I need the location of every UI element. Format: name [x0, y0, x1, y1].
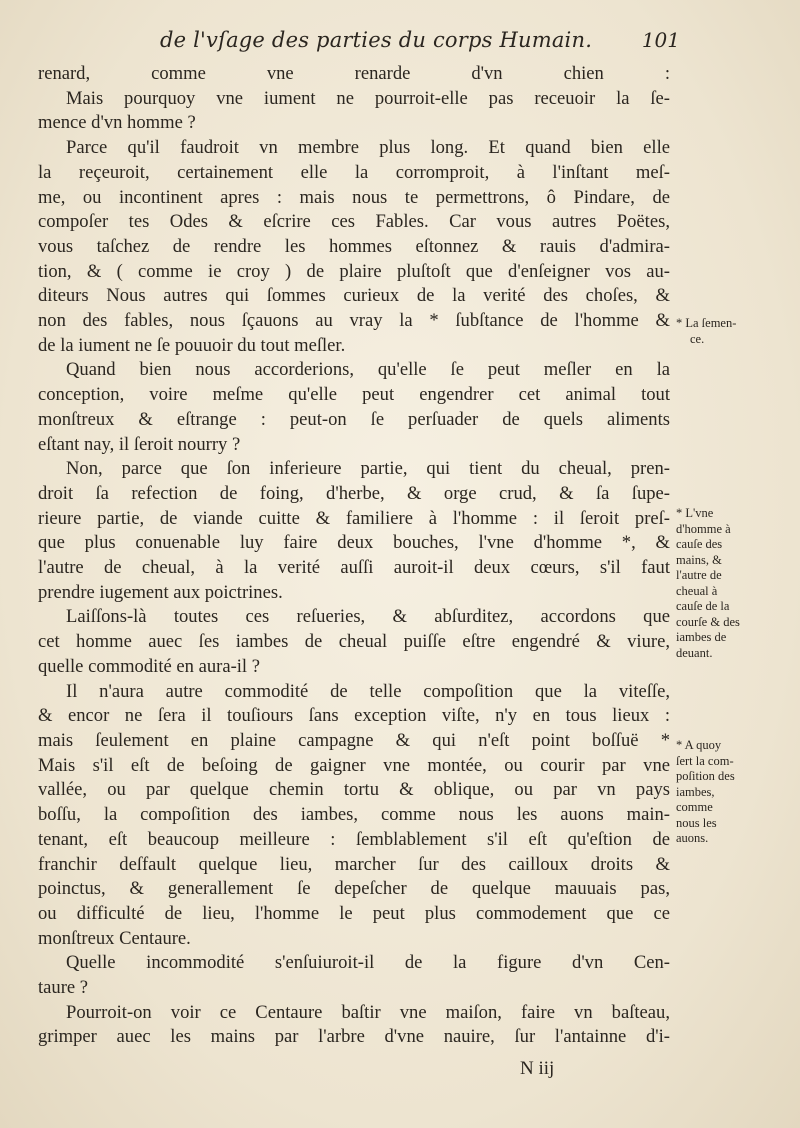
text-line: grimper auec les mains par l'arbre d'vne nauire, ſur l'antainne d'i-: [38, 1026, 670, 1048]
margin-note-line: iambes,: [676, 784, 715, 799]
text-line: mais ſeulement en plaine campagne & qui n'eſt point boſſuë *: [38, 729, 670, 751]
text-line: conception, voire meſme qu'elle peut engendrer cet animal tout: [38, 384, 670, 406]
text-line: Quelle incommodité s'enſuiuroit-il de la figure d'vn Cen-: [66, 952, 670, 974]
margin-note: [676, 506, 786, 661]
margin-note-line: iambes de: [676, 630, 727, 644]
margin-note-line: * La ſemen-: [676, 316, 737, 330]
margin-note-line: * L'vne: [676, 506, 714, 520]
text-line: poinctus, & generallement ſe depeſcher de quelque mauuais pas,: [38, 878, 670, 900]
text-line: mence d'vn homme ?: [38, 112, 196, 134]
body-text: [38, 62, 670, 1050]
margin-note: [676, 738, 786, 847]
margin-note-line: cauſe de la: [676, 599, 730, 613]
running-title: de l'vſage des parties du corps Humain.: [160, 28, 593, 52]
text-line: Mais pourquoy vne iument ne pourroit-elle pas receuoir la ſe-: [66, 87, 670, 109]
signature-mark: N iij: [520, 1058, 555, 1079]
text-line: vallée, ou par quelque chemin tortu & oblique, ou par vn pays: [38, 779, 670, 801]
text-line: boſſu, la compoſition des iambes, comme nous les auons main-: [38, 804, 670, 826]
text-line: Quand bien nous accorderions, qu'elle ſe peut meſler en la: [66, 359, 670, 381]
text-line: prendre iugement aux poictrines.: [38, 581, 283, 603]
text-line: cet homme auec ſes iambes de cheual puiſſe eſtre engendré & viure,: [38, 631, 670, 653]
text-line: taure ?: [38, 977, 89, 999]
text-line: droit ſa refection de foing, d'herbe, & orge crud, & ſa ſupe-: [38, 482, 670, 504]
text-line: Laiſſons-là toutes ces reſueries, & abſurditez, accordons que: [66, 606, 670, 628]
text-line: monſtreux Centaure.: [38, 927, 191, 949]
text-line: Il n'aura autre commodité de telle compoſition que la viteſſe,: [66, 680, 670, 702]
margin-note-line: auons.: [676, 831, 709, 845]
margin-note-line: mains, &: [676, 552, 722, 567]
margin-note-line: cauſe des: [676, 537, 723, 551]
text-line: tenant, eſt beaucoup meilleure : ſemblablement s'il eſt qu'eſtion de: [38, 828, 670, 850]
text-line: diteurs Nous autres qui ſommes curieux de la verité des choſes, &: [38, 285, 670, 307]
margin-note-line: ſert la com-: [676, 753, 734, 768]
text-line: franchir deſfault quelque lieu, marcher ſur des cailloux droits &: [38, 853, 670, 875]
margin-note-line: ce.: [690, 331, 705, 346]
margin-note-line: deuant.: [676, 645, 713, 660]
text-line: tion, & ( comme ie croy ) de plaire pluſtoſt que d'enſeigner vos au-: [38, 260, 670, 282]
text-line: compoſer tes Odes & eſcrire ces Fables. Car vous autres Poëtes,: [38, 211, 670, 233]
margin-note-line: comme: [676, 800, 713, 814]
margin-note-line: d'homme à: [676, 521, 731, 536]
text-line: & encor ne ſera il touſiours ſans exception viſte, n'y en tous lieux :: [38, 705, 670, 727]
page-number: 101: [641, 28, 680, 52]
margin-note-line: courſe & des: [676, 614, 740, 629]
text-line: monſtreux & eſtrange : peut-on ſe perſuader de quels aliments: [38, 408, 670, 430]
text-line: que plus conuenable luy faire deux bouches, l'vne d'homme *, &: [38, 532, 670, 554]
text-line: vous taſchez de rendre les hommes eſtonnez & rauis d'admira-: [38, 235, 670, 257]
page-header: [160, 28, 680, 60]
text-line: de la iument ne ſe pouuoir du tout meſler.: [38, 334, 346, 356]
margin-note: [676, 316, 786, 347]
text-line: rieure partie, de viande cuitte & familiere à l'homme : il ſeroit preſ-: [38, 507, 670, 529]
margin-note-line: l'autre de: [676, 568, 722, 582]
text-line: l'autre de cheual, à la verité auſſi auroit-il deux cœurs, s'il faut: [38, 557, 670, 579]
text-line: Parce qu'il faudroit vn membre plus long. Et quand bien elle: [66, 137, 670, 159]
text-line: ou difficulté de lieu, l'homme le peut plus commodement que ce: [38, 902, 670, 924]
margin-note-line: poſition des: [676, 769, 735, 783]
text-line: Mais s'il eſt de beſoing de gaigner vne montée, ou courir par vne: [38, 754, 670, 776]
text-line: Non, parce que ſon inferieure partie, qui tient du cheual, pren-: [66, 458, 670, 480]
text-line: eſtant nay, il ſeroit nourry ?: [38, 433, 241, 455]
text-line: renard, comme vne renarde d'vn chien :: [38, 63, 670, 84]
text-line: non des fables, nous ſçauons au vray la * ſubſtance de l'homme &: [38, 310, 670, 332]
text-line: Pourroit-on voir ce Centaure baſtir vne maiſon, faire vn baſteau,: [66, 1001, 670, 1023]
text-line: me, ou incontinent apres : mais nous te permettrons, ô Pindare, de: [38, 186, 670, 208]
text-line: quelle commodité en aura-il ?: [38, 655, 260, 677]
margin-note-line: nous les: [676, 815, 717, 830]
margin-note-line: * A quoy: [676, 738, 722, 752]
margin-note-line: cheual à: [676, 583, 718, 598]
text-line: la reçeuroit, certainement elle la corromproit, à l'inſtant meſ-: [38, 161, 670, 183]
